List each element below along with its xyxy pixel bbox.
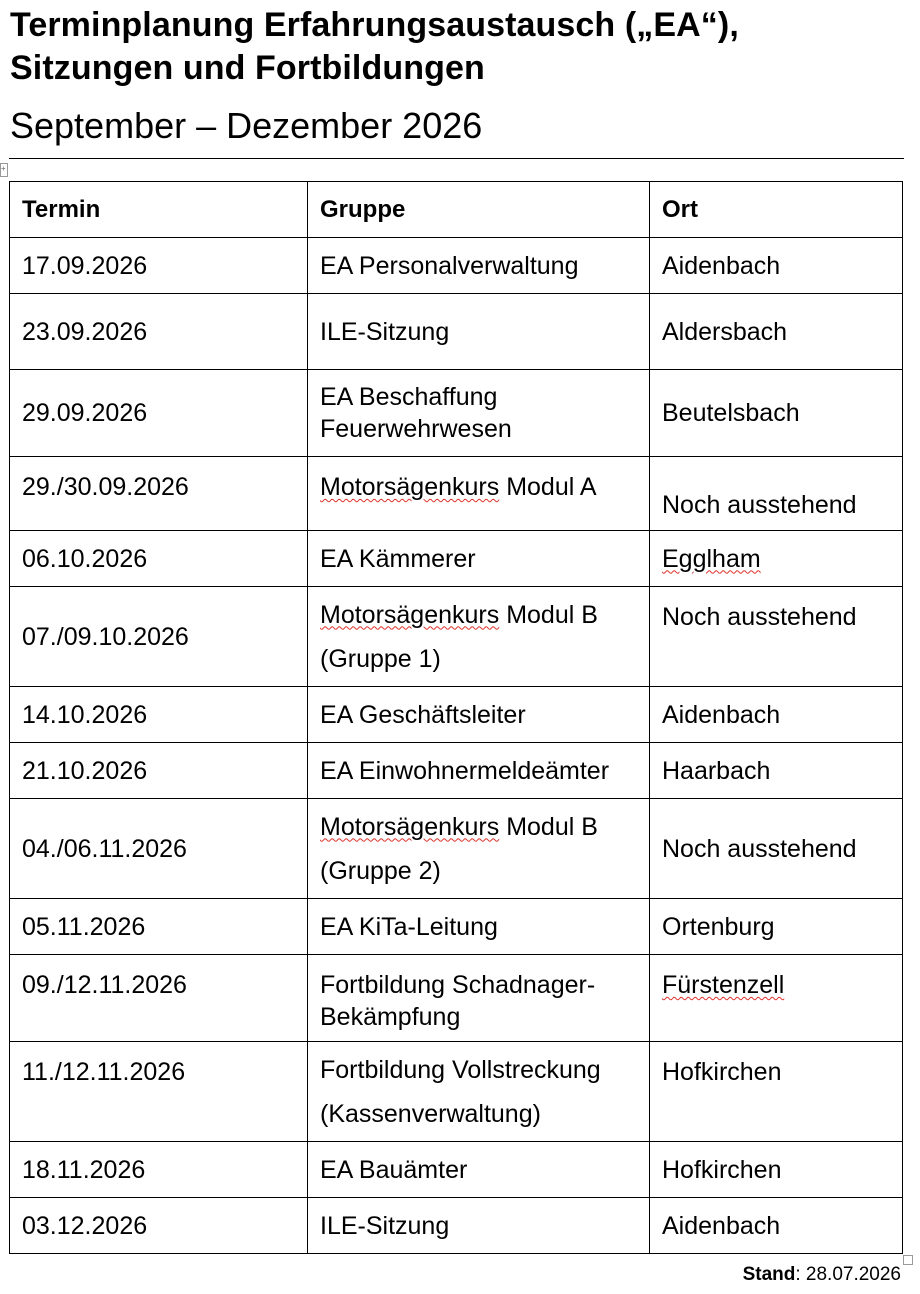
cell-termin[interactable]: 09./12.11.2026 xyxy=(10,955,308,1042)
table-row xyxy=(10,1142,903,1198)
cell-ort[interactable]: Noch ausstehend xyxy=(650,587,903,687)
stand-date xyxy=(743,1264,901,1286)
cell-termin[interactable]: 29./30.09.2026 xyxy=(10,457,308,531)
cell-ort[interactable]: Aidenbach xyxy=(650,238,903,294)
table-row xyxy=(10,457,903,531)
cell-gruppe[interactable] xyxy=(308,457,650,531)
cell-termin[interactable]: 05.11.2026 xyxy=(10,899,308,955)
title-line-1: Terminplanung Erfahrungsaustausch („EA“), xyxy=(10,6,739,44)
cell-ort[interactable]: Beutelsbach xyxy=(650,370,903,457)
table-row xyxy=(10,238,903,294)
cell-gruppe[interactable] xyxy=(308,370,650,457)
cell-gruppe[interactable]: ILE-Sitzung xyxy=(308,1198,650,1254)
cell-gruppe-rest: Modul B xyxy=(499,812,598,841)
title-line-2: Sitzungen und Fortbildungen xyxy=(10,49,485,87)
table-move-handle[interactable]: + xyxy=(0,163,8,177)
cell-gruppe-line-2: (Kassenverwaltung) xyxy=(320,1100,541,1128)
stand-separator: : xyxy=(795,1264,806,1285)
table-row xyxy=(10,531,903,587)
cell-gruppe-line-1 xyxy=(320,593,649,637)
cell-ort[interactable]: Hofkirchen xyxy=(650,1142,903,1198)
cell-ort[interactable]: Noch ausstehend xyxy=(650,799,903,899)
cell-gruppe-line-2: Feuerwehrwesen xyxy=(320,415,512,443)
cell-gruppe-rest: Modul B xyxy=(499,600,598,629)
cell-termin[interactable]: 21.10.2026 xyxy=(10,743,308,799)
cell-gruppe-line-2: (Gruppe 1) xyxy=(320,644,441,673)
table-resize-handle[interactable] xyxy=(903,1255,913,1265)
header-ort: Ort xyxy=(650,182,903,238)
cell-gruppe-rest: Modul A xyxy=(499,473,597,501)
cell-gruppe[interactable]: EA Bauämter xyxy=(308,1142,650,1198)
table-row xyxy=(10,899,903,955)
cell-gruppe-line-1: Fortbildung Schadnager- xyxy=(320,971,596,999)
cell-termin[interactable]: 04./06.11.2026 xyxy=(10,799,308,899)
cell-termin[interactable]: 17.09.2026 xyxy=(10,238,308,294)
cell-gruppe-line-2: (Gruppe 2) xyxy=(320,856,441,885)
cell-ort[interactable]: Aidenbach xyxy=(650,687,903,743)
spellcheck-word: Fürstenzell xyxy=(662,971,785,999)
cell-gruppe-line-1: EA Beschaffung xyxy=(320,383,498,411)
stand-value: 28.07.2026 xyxy=(805,1264,901,1285)
cell-ort[interactable]: Noch ausstehend xyxy=(650,457,903,531)
table-row xyxy=(10,955,903,1042)
cell-termin[interactable]: 14.10.2026 xyxy=(10,687,308,743)
document-subtitle: September – Dezember 2026 xyxy=(10,105,483,146)
cell-gruppe[interactable]: EA Kämmerer xyxy=(308,531,650,587)
stand-label: Stand xyxy=(742,1264,796,1285)
cell-gruppe-line-2: Bekämpfung xyxy=(320,1003,461,1031)
cell-gruppe[interactable] xyxy=(308,799,650,899)
cell-termin[interactable]: 23.09.2026 xyxy=(10,294,308,370)
cell-ort[interactable]: Aldersbach xyxy=(650,294,903,370)
spellcheck-word: Motorsägenkurs xyxy=(320,600,500,629)
table-row xyxy=(10,294,903,370)
cell-gruppe[interactable]: ILE-Sitzung xyxy=(308,294,650,370)
table-row xyxy=(10,370,903,457)
cell-ort[interactable]: Aidenbach xyxy=(650,1198,903,1254)
cell-termin[interactable]: 07./09.10.2026 xyxy=(10,587,308,687)
table-row xyxy=(10,1198,903,1254)
table-row xyxy=(10,587,903,687)
cell-termin[interactable]: 11./12.11.2026 xyxy=(10,1042,308,1142)
document-title xyxy=(10,4,910,90)
table-header-row xyxy=(10,182,903,238)
table-row xyxy=(10,743,903,799)
cell-gruppe[interactable]: EA KiTa-Leitung xyxy=(308,899,650,955)
title-divider xyxy=(9,158,904,159)
cell-ort[interactable] xyxy=(650,531,903,587)
cell-gruppe[interactable] xyxy=(308,587,650,687)
header-gruppe: Gruppe xyxy=(308,182,650,238)
spellcheck-word: Motorsägenkurs xyxy=(320,473,500,501)
cell-ort[interactable]: Ortenburg xyxy=(650,899,903,955)
spellcheck-word: Motorsägenkurs xyxy=(320,812,500,841)
table-row xyxy=(10,687,903,743)
cell-gruppe[interactable]: EA Personalverwaltung xyxy=(308,238,650,294)
table-row xyxy=(10,1042,903,1142)
cell-gruppe[interactable] xyxy=(308,1042,650,1142)
cell-ort[interactable] xyxy=(650,955,903,1042)
cell-gruppe[interactable]: EA Geschäftsleiter xyxy=(308,687,650,743)
table-row xyxy=(10,799,903,899)
cell-termin[interactable]: 06.10.2026 xyxy=(10,531,308,587)
spellcheck-word: Egglham xyxy=(662,544,761,573)
cell-gruppe[interactable]: EA Einwohnermeldeämter xyxy=(308,743,650,799)
header-termin: Termin xyxy=(10,182,308,238)
schedule-table xyxy=(9,181,903,1254)
cell-termin[interactable]: 18.11.2026 xyxy=(10,1142,308,1198)
cell-gruppe[interactable] xyxy=(308,955,650,1042)
cell-termin[interactable]: 29.09.2026 xyxy=(10,370,308,457)
cell-ort[interactable]: Hofkirchen xyxy=(650,1042,903,1142)
cell-gruppe-line-1 xyxy=(320,805,649,849)
cell-gruppe-line-1: Fortbildung Vollstreckung xyxy=(320,1056,601,1084)
cell-termin[interactable]: 03.12.2026 xyxy=(10,1198,308,1254)
cell-ort[interactable]: Haarbach xyxy=(650,743,903,799)
